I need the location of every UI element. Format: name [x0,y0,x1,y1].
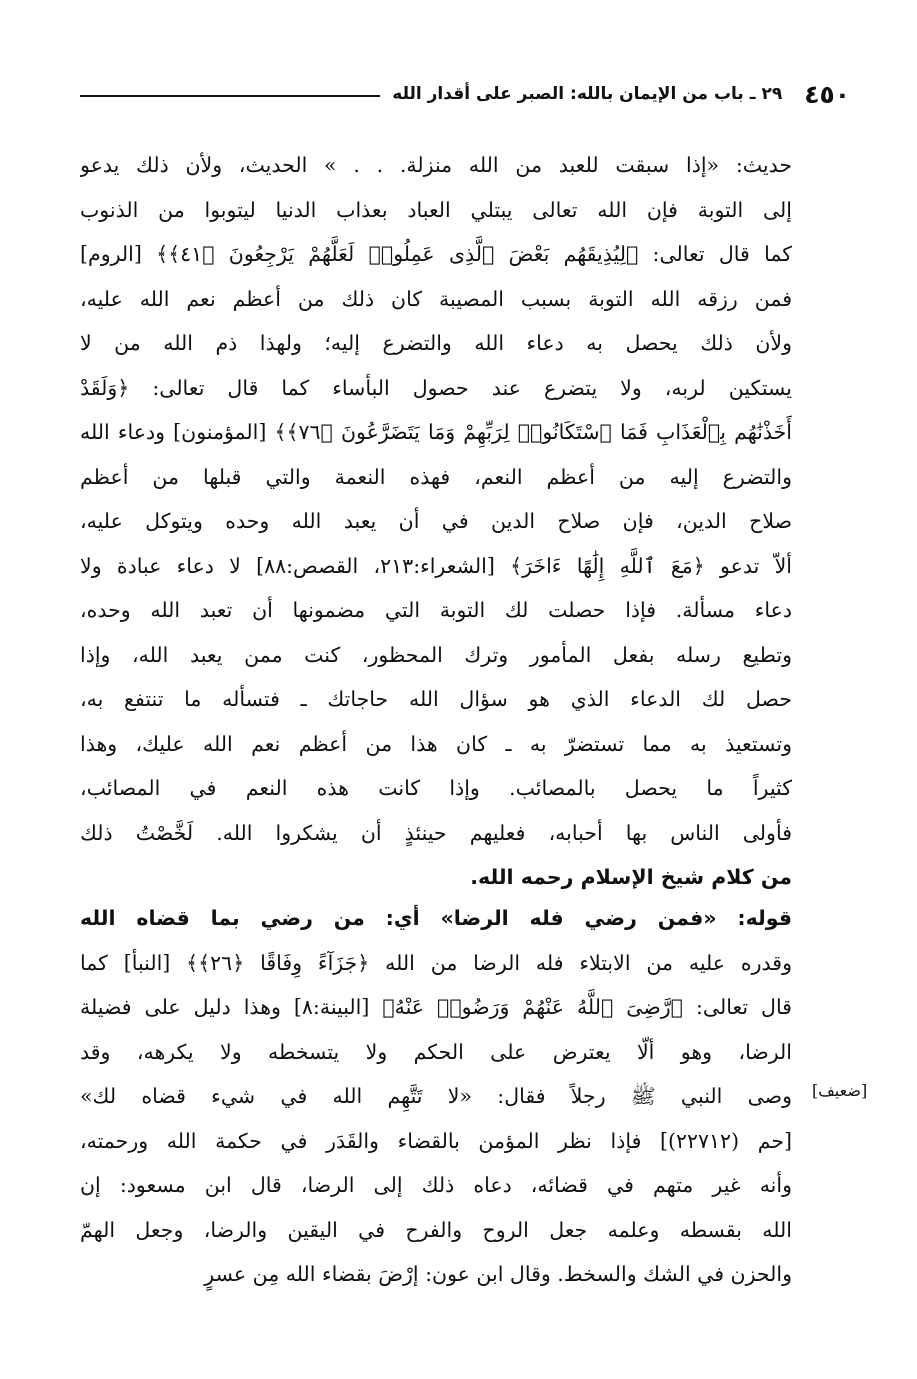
header-rule [80,95,380,97]
running-header [80,76,850,112]
text-line: كما قال تعالى: ﴿لِيُذِيقَهُم بَعْضَ ٱلَّذِى عَمِلُوا۟ لَعَلَّهُمْ يَرْجِعُونَ ﴿٤١﴾﴾ [الروم] [80,242,792,266]
hadith-grading-note: [ضعيف] [812,1081,868,1100]
text-line: من كلام شيخ الإسلام رحمه الله. [470,865,792,889]
paragraph-2 [80,896,792,1297]
text-line: وتطيع رسله بفعل المأمور وترك المحظور، كنت ممن يعبد الله، وإذا [80,642,792,667]
text-line: ألاّ تدعو ﴿مَعَ ٱللَّهِ إِلَٰهًا ءَاخَرَ﴾ [الشعراء:٢١٣، القصص:٨٨] لا دعاء عبادة ولا [80,553,792,578]
text-line: [حم (٢٢٧١٢)] فإذا نظر المؤمن بالقضاء والقَدَر في حكمة الله ورحمته، [80,1128,792,1153]
text-line: حصل لك الدعاء الذي هو سؤال الله حاجاتك ـ فتسأله ما تنتفع به، [80,687,792,711]
text-line: قال تعالى: ﴿رَّضِىَ ٱللَّهُ عَنْهُمْ وَرَضُوا۟ عَنْهُ﴾ [البينة:٨] وهذا دليل على فضيلة [80,995,792,1019]
text-line: والحزن في الشك والسخط. وقال ابن عون: إرْضَ بقضاء الله مِن عسرٍ [204,1262,792,1286]
text-line: أَخَذْنَٰهُم بِٱلْعَذَابِ فَمَا ٱسْتَكَانُوا۟ لِرَبِّهِمْ وَمَا يَتَضَرَّعُونَ ﴿٧٦﴾﴾ [المؤمنون] ودعاء الله [80,420,792,444]
text-line: الرضا، وهو ألّا يعترض على الحكم ولا يتسخطه ولا يكرهه، وقد [80,1039,792,1064]
text-line: وصى النبي ﷺ رجلاً فقال: «لا تَتَّهِم الله في شيء قضاه لك» [80,1084,792,1108]
text-line: وأنه غير متهم في قضائه، دعاه ذلك إلى الرضا، قال ابن مسعود: إن [80,1173,792,1197]
page-number: ٤٥٠ [804,79,850,109]
text-line: صلاح الدين، فإن صلاح الدين في أن يعبد الله وحده ويتوكل عليه، [80,509,792,533]
text-line: يستكين لربه، ولا يتضرع عند حصول البأساء كما قال تعالى: ﴿وَلَقَدْ [80,375,792,400]
text-line: وتستعيذ به مما تستضرّ به ـ كان هذا من أعظم نعم الله عليك، وهذا [80,731,792,756]
text-line: كثيراً ما يحصل بالمصائب. وإذا كانت هذه النعم في المصائب، [80,776,792,800]
text-line: فمن رزقه الله التوبة بسبب المصيبة كان ذلك من أعظم نعم الله عليه، [80,286,792,311]
text-line: الله بقسطه وعلمه جعل الروح والفرح في اليقين والرضا، وجعل الهمّ [80,1217,792,1242]
text-line: إلى التوبة فإن الله تعالى يبتلي العباد بعذاب الدنيا ليتوبوا من الذنوب [80,197,792,222]
text-line: دعاء مسألة. فإذا حصلت لك التوبة التي مضمونها أن تعبد الله وحده، [80,598,792,622]
text-line: وقدره عليه من الابتلاء فله الرضا من الله ﴿جَزَآءً وِفَاقًا ﴿٢٦﴾﴾ [النبأ] كما [80,950,792,975]
paragraph-1 [80,143,792,900]
text-line: والتضرع إليه من أعظم النعم، فهذه النعمة والتي قبلها من أعظم [80,464,792,489]
text-line: فأولى الناس بها أحبابه، فعليهم حينئذٍ أن يشكروا الله. لَخَّصْتُ ذلك [80,820,792,845]
text-line: ولأن ذلك يحصل به دعاء الله والتضرع إليه؛ ولهذا ذم الله من لا [80,331,792,355]
text-line: قوله: «فمن رضي فله الرضا» أي: من رضي بما قضاه الله [80,906,792,930]
text-line: حديث: «إذا سبقت للعبد من الله منزلة. . . » الحديث، ولأن ذلك يدعو [80,153,792,177]
running-title: ٢٩ ـ باب من الإيمان بالله: الصبر على أقدار الله [392,84,783,104]
